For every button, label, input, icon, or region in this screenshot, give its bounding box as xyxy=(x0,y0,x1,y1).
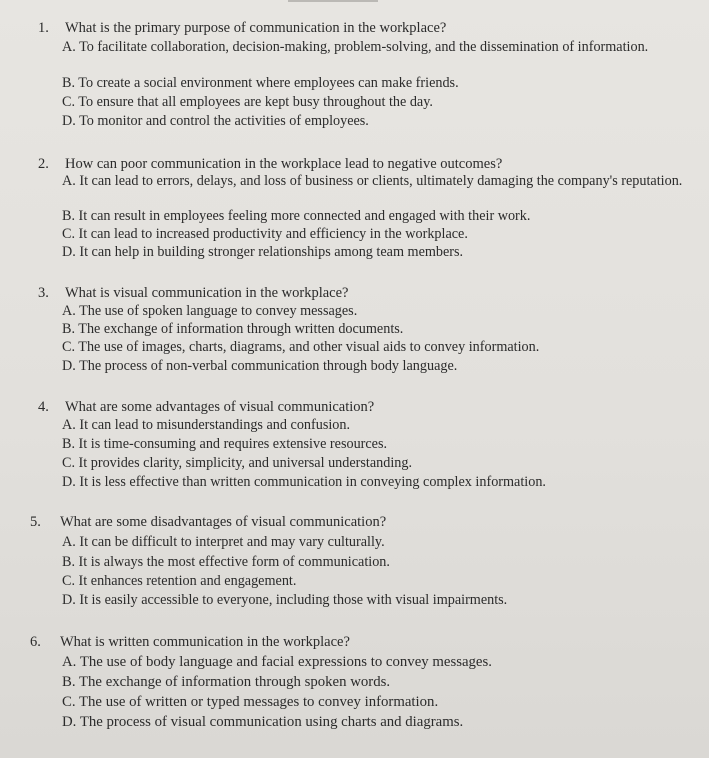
question-number: 3. xyxy=(38,285,49,301)
question-3-option-a: A. The use of spoken language to convey messages. xyxy=(62,303,358,319)
question-4-option-b: B. It is time-consuming and requires extensive resources. xyxy=(62,436,388,452)
question-3-option-c: C. The use of images, charts, diagrams, and other visual aids to convey information. xyxy=(62,339,540,355)
question-3-option-b: B. The exchange of information through written documents. xyxy=(62,321,404,337)
question-3-option-d: D. The process of non-verbal communication through body language. xyxy=(62,358,458,374)
question-text: What are some disadvantages of visual communication? xyxy=(60,514,387,530)
question-5-option-a: A. It can be difficult to interpret and may vary culturally. xyxy=(62,534,385,550)
question-number: 5. xyxy=(30,514,41,530)
question-1-stem xyxy=(38,20,446,37)
question-6-option-c: C. The use of written or typed messages to convey information. xyxy=(62,694,439,710)
question-5-stem xyxy=(30,514,386,531)
question-text: What are some advantages of visual communication? xyxy=(65,399,375,415)
question-1-option-b: B. To create a social environment where employees can make friends. xyxy=(62,75,459,91)
question-6-option-b: B. The exchange of information through spoken words. xyxy=(62,674,391,690)
question-2-option-c: C. It can lead to increased productivity and efficiency in the workplace. xyxy=(62,226,468,242)
question-2-stem xyxy=(38,156,502,173)
question-4-stem xyxy=(38,399,374,416)
question-1-option-d: D. To monitor and control the activities of employees. xyxy=(62,113,369,129)
question-5-option-d: D. It is easily accessible to everyone, including those with visual impairments. xyxy=(62,592,508,608)
question-4-option-a: A. It can lead to misunderstandings and confusion. xyxy=(62,417,351,433)
question-4-option-c: C. It provides clarity, simplicity, and universal understanding. xyxy=(62,455,413,471)
question-text: What is written communication in the workplace? xyxy=(60,634,350,650)
question-number: 1. xyxy=(38,20,49,36)
question-2-option-b: B. It can result in employees feeling more connected and engaged with their work. xyxy=(62,208,531,224)
question-number: 4. xyxy=(38,399,49,415)
question-number: 6. xyxy=(30,634,41,650)
question-3-stem xyxy=(38,285,348,302)
question-text: How can poor communication in the workplace lead to negative outcomes? xyxy=(65,156,503,172)
question-1-option-a: A. To facilitate collaboration, decision-making, problem-solving, and the dissemination of information. xyxy=(62,39,649,55)
question-2-option-a: A. It can lead to errors, delays, and loss of business or clients, ultimately damaging the company's reputation. xyxy=(62,173,683,189)
question-4-option-d: D. It is less effective than written communication in conveying complex information. xyxy=(62,474,546,490)
question-2-option-d: D. It can help in building stronger relationships among team members. xyxy=(62,244,464,260)
question-6-option-a: A. The use of body language and facial expressions to convey messages. xyxy=(62,654,492,670)
question-number: 2. xyxy=(38,156,49,172)
question-6-option-d: D. The process of visual communication using charts and diagrams. xyxy=(62,714,464,730)
question-text: What is visual communication in the workplace? xyxy=(65,285,349,301)
question-6-stem xyxy=(30,634,350,651)
top-divider-line xyxy=(288,0,378,2)
question-1-option-c: C. To ensure that all employees are kept busy throughout the day. xyxy=(62,94,433,110)
question-5-option-c: C. It enhances retention and engagement. xyxy=(62,573,297,589)
question-5-option-b: B. It is always the most effective form of communication. xyxy=(62,554,390,570)
question-text: What is the primary purpose of communication in the workplace? xyxy=(65,20,447,36)
